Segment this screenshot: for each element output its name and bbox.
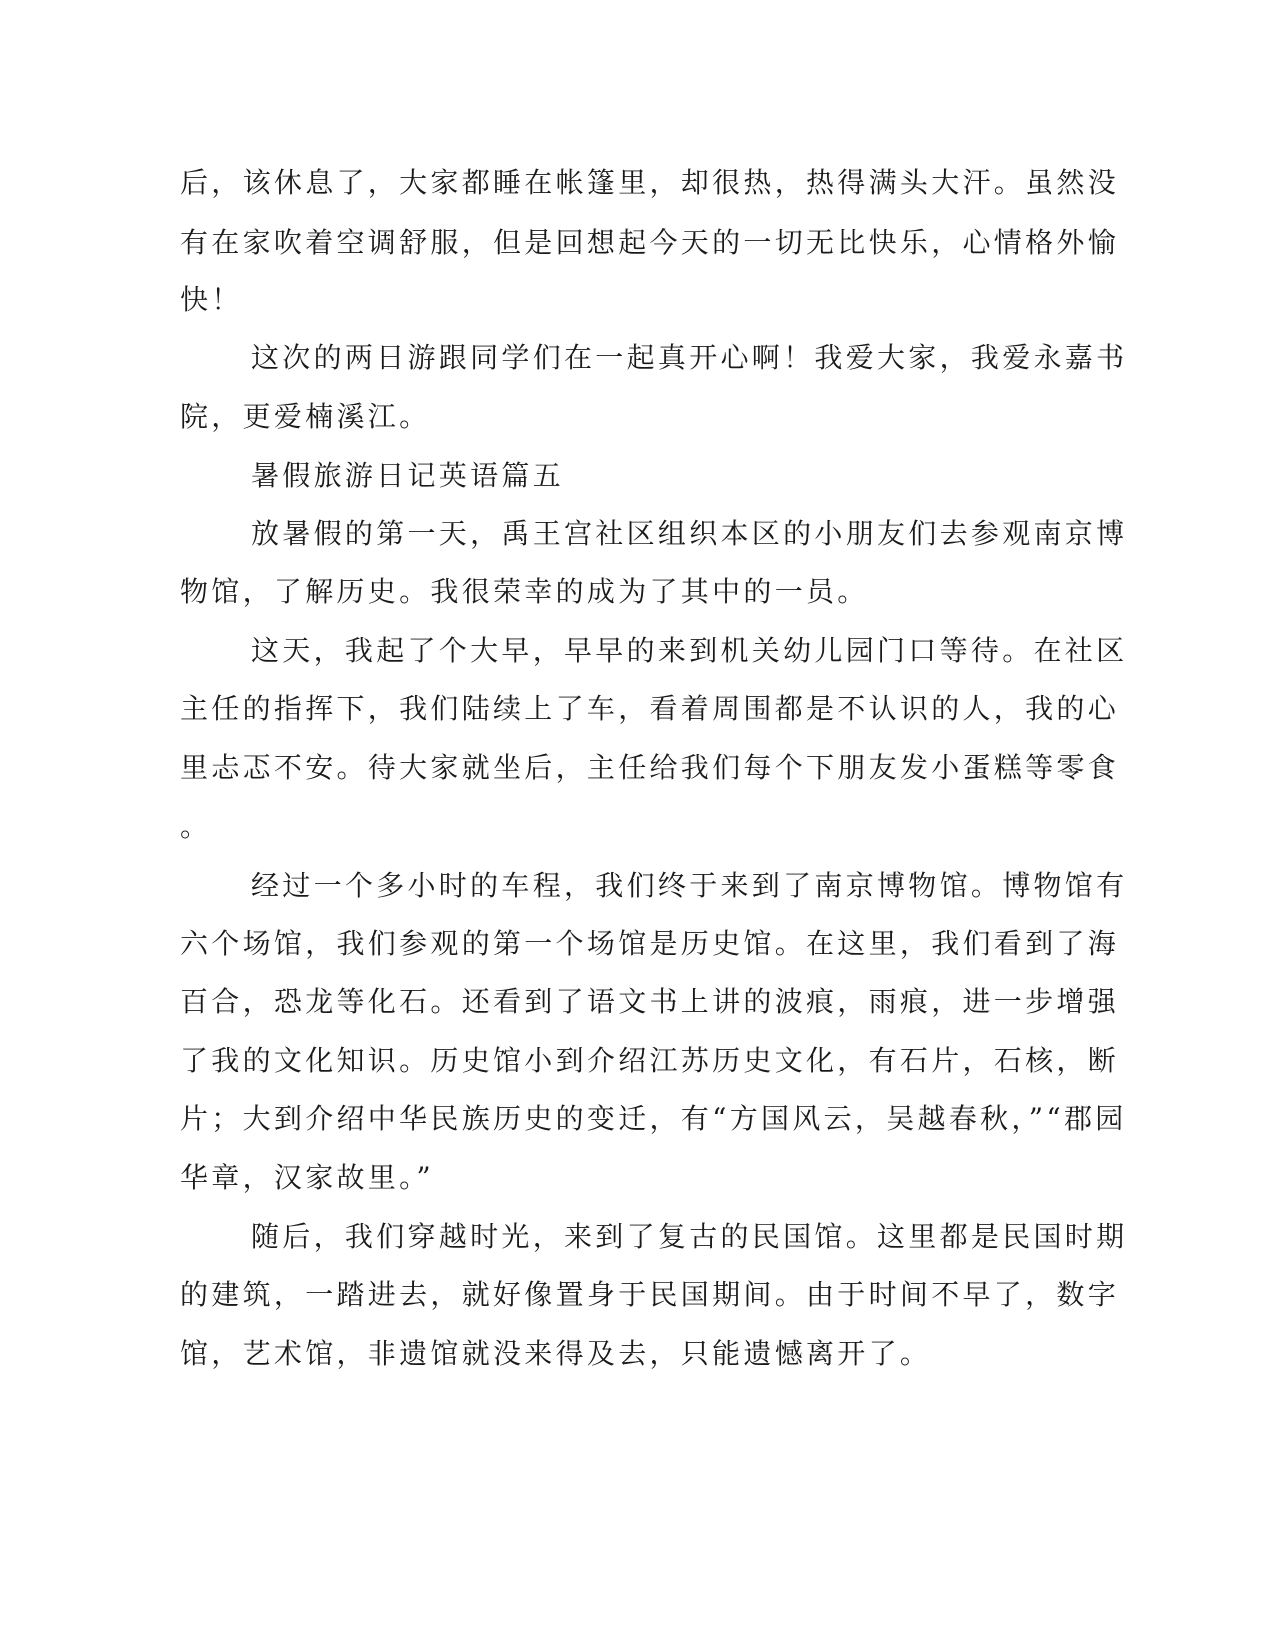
section-heading: 暑假旅游日记英语篇五 bbox=[251, 459, 565, 492]
text-line: 随后，我们穿越时光，来到了复古的民国馆。这里都是民国时期 bbox=[251, 1220, 1128, 1253]
text-line: 了我的文化知识。历史馆小到介绍江苏历史文化，有石片，石核，断 bbox=[180, 1044, 1120, 1077]
text-line: 里忐忑不安。待大家就坐后，主任给我们每个下朋友发小蛋糕等零食 bbox=[180, 751, 1120, 784]
text-line: 六个场馆，我们参观的第一个场馆是历史馆。在这里，我们看到了海 bbox=[180, 927, 1120, 960]
text-line: 经过一个多小时的车程，我们终于来到了南京博物馆。博物馆有 bbox=[251, 869, 1128, 902]
text-line: 快！ bbox=[180, 283, 243, 316]
text-line: 这天，我起了个大早，早早的来到机关幼儿园门口等待。在社区 bbox=[251, 634, 1128, 667]
text-line: 。 bbox=[180, 810, 212, 843]
text-line: 华章，汉家故里。” bbox=[180, 1161, 435, 1194]
text-line: 片；大到介绍中华民族历史的变迁，有“方国风云，吴越春秋，”“郡园 bbox=[180, 1102, 1127, 1135]
text-line: 有在家吹着空调舒服，但是回想起今天的一切无比快乐，心情格外愉 bbox=[180, 226, 1120, 259]
text-line: 这次的两日游跟同学们在一起真开心啊！我爱大家，我爱永嘉书 bbox=[251, 341, 1128, 374]
text-line: 院，更爱楠溪江。 bbox=[180, 400, 431, 433]
text-line: 物馆，了解历史。我很荣幸的成为了其中的一员。 bbox=[180, 575, 869, 608]
text-line: 后，该休息了，大家都睡在帐篷里，却很热，热得满头大汗。虽然没 bbox=[180, 166, 1120, 199]
text-line: 百合，恐龙等化石。还看到了语文书上讲的波痕，雨痕，进一步增强 bbox=[180, 985, 1120, 1018]
text-line: 放暑假的第一天，禹王宫社区组织本区的小朋友们去参观南京博 bbox=[251, 517, 1128, 550]
text-line: 的建筑，一踏进去，就好像置身于民国期间。由于时间不早了，数字 bbox=[180, 1278, 1120, 1311]
text-line: 主任的指挥下，我们陆续上了车，看着周围都是不认识的人，我的心 bbox=[180, 692, 1120, 725]
text-line: 馆，艺术馆，非遗馆就没来得及去，只能遗憾离开了。 bbox=[180, 1337, 932, 1370]
